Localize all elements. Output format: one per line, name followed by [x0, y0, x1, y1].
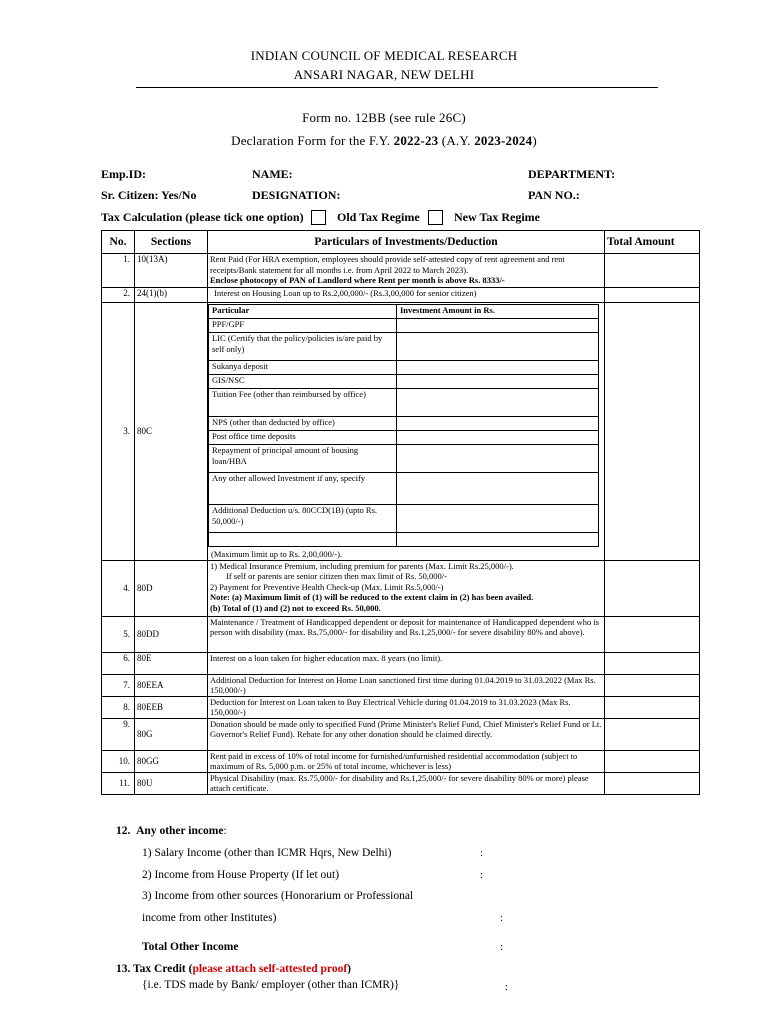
row-bold-note: Enclose photocopy of PAN of Landlord where Rent per month is above Rs. 8333/-	[210, 275, 505, 285]
other-income-num: 12.	[116, 825, 131, 837]
salary-income-colon: :	[480, 847, 484, 859]
item-label: PPF/GPF	[209, 319, 397, 333]
subtable-row	[209, 445, 599, 473]
table-row	[102, 288, 700, 303]
col-total-header: Total Amount	[605, 231, 700, 254]
col-no-header: No.	[102, 231, 135, 254]
item-label: Repayment of principal amount of housing loan/HBA	[209, 445, 397, 473]
house-property-label: 2) Income from House Property (If let out)	[142, 869, 340, 881]
row-no: 8.	[102, 696, 135, 718]
new-regime-checkbox[interactable]	[428, 210, 443, 225]
max-limit-note: (Maximum limit up to Rs. 2,00,000/-).	[211, 549, 343, 559]
amount-cell[interactable]	[605, 718, 700, 750]
row-line: 1) Medical Insurance Premium, including premium for parents (Max. Limit Rs.25,000/-).	[210, 560, 514, 571]
item-amount-cell[interactable]	[397, 533, 599, 547]
table-row	[102, 718, 700, 750]
ay-suffix: )	[532, 133, 537, 148]
item-amount-cell[interactable]	[397, 319, 599, 333]
amount-cell[interactable]	[605, 674, 700, 696]
row-section: 80C	[135, 303, 208, 561]
item-label: Tuition Fee (other than reimbursed by office)	[209, 389, 397, 417]
other-sources-label: 3) Income from other sources (Honorarium or Professional	[142, 890, 414, 902]
ay-prefix: (A.Y.	[438, 133, 475, 148]
row-particulars	[208, 560, 605, 616]
amount-cell[interactable]	[605, 303, 700, 561]
row-section: 80G	[135, 718, 208, 750]
row-section: 80EEA	[135, 674, 208, 696]
table-row	[102, 616, 700, 652]
row-section: 80U	[135, 772, 208, 794]
salary-income-label: 1) Salary Income (other than ICMR Hqrs, New Delhi)	[142, 847, 392, 859]
row-no: 6.	[102, 652, 135, 674]
item-amount-cell[interactable]	[397, 431, 599, 445]
item-label: NPS (other than deducted by office)	[209, 417, 397, 431]
org-name: INDIAN COUNCIL OF MEDICAL RESEARCH	[250, 48, 518, 63]
other-income-title: Any other income	[136, 825, 224, 837]
amount-cell[interactable]	[605, 652, 700, 674]
row-particulars: Interest on Housing Loan up to Rs.2,00,000/- (Rs.3,00,000 for senior citizen)	[208, 288, 605, 303]
old-regime-label: Old Tax Regime	[337, 210, 420, 224]
table-row	[102, 652, 700, 674]
new-regime-label: New Tax Regime	[454, 210, 540, 224]
decl-prefix: Declaration Form for the F.Y.	[231, 133, 394, 148]
row-no: 3.	[102, 303, 135, 561]
row-no: 5.	[102, 616, 135, 652]
subtable-row	[209, 417, 599, 431]
particular-header: Particular	[209, 305, 397, 319]
tax-credit-heading	[116, 963, 351, 975]
row-note: Note: (a) Maximum limit of (1) will be reduced to the extent claim in (2) has been availed.	[210, 592, 534, 602]
row-no: 2.	[102, 288, 135, 303]
table-row	[102, 750, 700, 772]
row-section: 10(13A)	[135, 254, 208, 288]
row-section: 24(1)(b)	[135, 288, 208, 303]
table-row	[102, 674, 700, 696]
tax-credit-sub: {i.e. TDS made by Bank/ employer (other than ICMR)}	[142, 979, 400, 991]
deductions-table	[101, 230, 700, 795]
row-particulars: Rent paid in excess of 10% of total income for furnished/unfurnished residential accommodation (subject to maximum of Rs. 5,000 p.m. or 25% of total income, whichever is less)	[208, 750, 605, 772]
subtable-row	[209, 431, 599, 445]
pan-label: PAN NO.:	[528, 188, 580, 202]
row-no: 10.	[102, 750, 135, 772]
table-row	[102, 560, 700, 616]
investment-subtable	[208, 304, 599, 547]
row-particulars: Interest on a loan taken for higher education max. 8 years (no limit).	[208, 652, 605, 674]
row-section: 80DD	[135, 616, 208, 652]
item-label: Sukanya deposit	[209, 361, 397, 375]
row-no: 4.	[102, 560, 135, 616]
amount-cell[interactable]	[605, 254, 700, 288]
table-row	[102, 696, 700, 718]
row-section: 80D	[135, 560, 208, 616]
house-property-colon: :	[480, 869, 484, 881]
amount-cell[interactable]	[605, 288, 700, 303]
table-row	[102, 772, 700, 794]
subtable-header	[209, 305, 599, 319]
subtable-row	[209, 389, 599, 417]
fy-value: 2022-23	[393, 133, 439, 148]
old-regime-checkbox[interactable]	[311, 210, 326, 225]
amount-cell[interactable]	[605, 616, 700, 652]
item-amount-cell[interactable]	[397, 473, 599, 505]
row-no: 9.	[102, 718, 135, 750]
subtable-row	[209, 533, 599, 547]
row-text: Rent Paid (For HRA exemption, employees should provide self-attested copy of rent agreement and rent receipts/Bank statement for all months i.e. from April 2022 to March 2023).	[210, 254, 565, 275]
row-particulars	[208, 303, 605, 561]
other-sources-label-cont: income from other Institutes)	[142, 912, 277, 924]
row-particulars: Deduction for Interest on Loan taken to Buy Electrical Vehicle during 01.04.2019 to 31.03.2023 (Max Rs. 150,000/-)	[208, 696, 605, 718]
subtable-row	[209, 361, 599, 375]
item-label: Additional Deduction u/s. 80CCD(1B) (upto Rs. 50,000/-)	[209, 505, 397, 533]
total-other-income-colon: :	[500, 941, 504, 953]
row-particulars: Maintenance / Treatment of Handicapped dependent or deposit for maintenance of Handicapped dependent who is person with disability (max. Rs.75,000/- for disability and Rs.1,25,000/- for severe disability 80% and above).	[208, 616, 605, 652]
row-particulars: Additional Deduction for Interest on Home Loan sanctioned first time during 01.04.2019 to 31.03.2022 (Max Rs. 150,000/-)	[208, 674, 605, 696]
ay-value: 2023-2024	[474, 133, 533, 148]
subtable-row	[209, 333, 599, 361]
col-sections-header: Sections	[135, 231, 208, 254]
investment-amount-header: Investment Amount in Rs.	[397, 305, 599, 319]
amount-cell[interactable]	[605, 750, 700, 772]
table-row	[102, 254, 700, 288]
row-no: 7.	[102, 674, 135, 696]
row-note: (b) Total of (1) and (2) not to exceed Rs. 50,000.	[210, 602, 381, 613]
row-no: 11.	[102, 772, 135, 794]
item-label: Any other allowed Investment if any, specify	[209, 473, 397, 505]
row-particulars: Donation should be made only to specified Fund (Prime Minister's Relief Fund, Chief Minister's Relief Fund or Lt. Governor's Relief Fund). Rebate for any other donation should be claimed directly.	[208, 718, 605, 750]
other-sources-colon: :	[500, 912, 504, 924]
amount-cell[interactable]	[605, 772, 700, 794]
tax-credit-red-note: please attach self-attested proof	[192, 963, 348, 975]
row-line: If self or parents are senior citizen then max limit of Rs. 50,000/-	[226, 571, 447, 581]
designation-label: DESIGNATION:	[252, 188, 341, 202]
form-number: Form no. 12BB (see rule 26C)	[302, 110, 466, 125]
row-no: 1.	[102, 254, 135, 288]
emp-id-label: Emp.ID:	[101, 167, 147, 181]
item-amount-cell[interactable]	[397, 505, 599, 533]
col-particulars-header: Particulars of Investments/Deduction	[208, 231, 605, 254]
sr-citizen-label: Sr. Citizen: Yes/No	[101, 188, 197, 202]
row-particulars	[208, 254, 605, 288]
name-label: NAME:	[252, 167, 293, 181]
table-header-row	[102, 231, 700, 254]
declaration-title	[0, 133, 768, 149]
row-section: 80E	[135, 652, 208, 674]
row-line: 2) Payment for Preventive Health Check-up (Max. Limit Rs.5,000/-)	[210, 581, 444, 592]
item-amount-cell[interactable]	[397, 333, 599, 361]
table-row	[102, 303, 700, 561]
amount-cell[interactable]	[605, 696, 700, 718]
item-amount-cell[interactable]	[397, 389, 599, 417]
header-divider	[136, 87, 658, 88]
tax-credit-close: )	[347, 963, 351, 975]
subtable-row	[209, 319, 599, 333]
item-amount-cell[interactable]	[397, 361, 599, 375]
subtable-row	[209, 473, 599, 505]
item-label	[209, 533, 397, 547]
tax-calc-label: Tax Calculation (please tick one option)	[101, 210, 304, 224]
tax-credit-colon: :	[505, 981, 509, 993]
subtable-row	[209, 375, 599, 389]
other-income-colon: :	[223, 825, 227, 837]
item-amount-cell[interactable]	[397, 417, 599, 431]
total-other-income-label: Total Other Income	[142, 941, 239, 953]
row-section: 80EEB	[135, 696, 208, 718]
department-label: DEPARTMENT:	[528, 167, 616, 181]
org-address: ANSARI NAGAR, NEW DELHI	[293, 67, 475, 82]
row-section: 80GG	[135, 750, 208, 772]
tax-credit-title: 13. Tax Credit (	[116, 963, 193, 975]
other-income-heading	[116, 825, 227, 837]
subtable-row	[209, 505, 599, 533]
item-label: Post office time deposits	[209, 431, 397, 445]
row-particulars: Physical Disability (max. Rs.75,000/- for disability and Rs.1,25,000/- for severe disability 80% or more) please attach certificate.	[208, 772, 605, 794]
item-label: GIS/NSC	[209, 375, 397, 389]
item-amount-cell[interactable]	[397, 375, 599, 389]
item-amount-cell[interactable]	[397, 445, 599, 473]
item-label: LIC (Certify that the policy/policies is/are paid by self only)	[209, 333, 397, 361]
amount-cell[interactable]	[605, 560, 700, 616]
